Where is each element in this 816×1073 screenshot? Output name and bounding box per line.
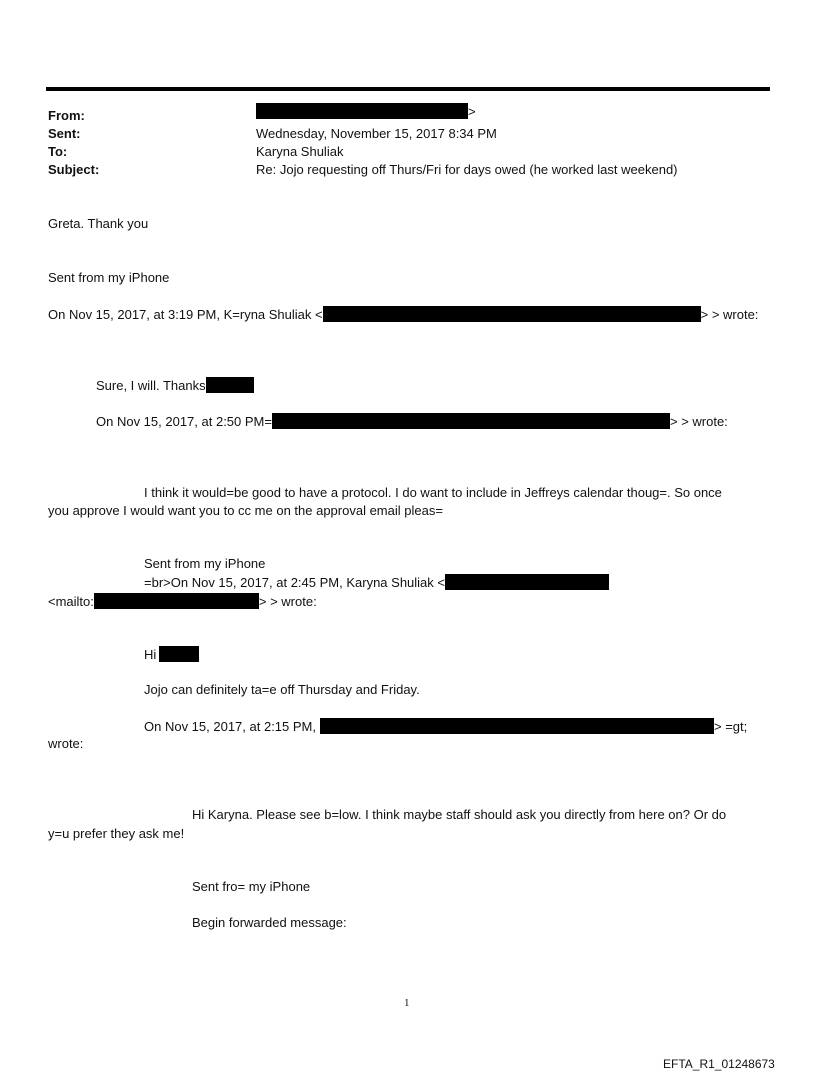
message-5-line-2: y=u prefer they ask me! xyxy=(48,826,185,841)
quote-header-4-end: > =gt; xyxy=(714,719,748,734)
redaction-block xyxy=(94,593,259,609)
from-value xyxy=(256,103,476,120)
quote-header-4-wrote: wrote: xyxy=(48,736,84,751)
redaction-block xyxy=(256,103,468,119)
jojo-line: Jojo can definitely ta=e off Thursday and Friday. xyxy=(144,682,420,697)
message-3-line-1: I think it would=be good to have a protocol. I do want to include in Jeffreys calendar thoug=. So once xyxy=(144,485,722,500)
redaction-block xyxy=(272,413,670,429)
sent-value: Wednesday, November 15, 2017 8:34 PM xyxy=(256,126,497,141)
document-id: EFTA_R1_01248673 xyxy=(663,1057,775,1071)
from-value-tail: > xyxy=(468,104,476,119)
redaction-block xyxy=(323,306,701,322)
quote-header-2-end: > > wrote: xyxy=(669,414,728,429)
sent-from-line: Sent fro= my iPhone xyxy=(192,879,311,894)
sent-from-line: Sent from my iPhone xyxy=(144,556,266,571)
mailto-label: <mailto: xyxy=(48,594,94,609)
begin-forwarded-line: Begin forwarded message: xyxy=(192,915,347,930)
quote-header-2 xyxy=(96,413,728,430)
quote-header-2-start: On Nov 15, 2017, at 2:50 PM= xyxy=(96,414,272,429)
quote-header-1-start: On Nov 15, 2017, at 3:19 PM, K=ryna Shuliak < xyxy=(48,307,323,322)
quote-header-3-start: =br>On Nov 15, 2017, at 2:45 PM, Karyna Shuliak < xyxy=(144,575,445,590)
greeting-text: Greta. Thank you xyxy=(48,216,149,231)
quote-header-1 xyxy=(48,306,758,323)
redaction-block xyxy=(159,646,199,662)
header-rule xyxy=(46,87,770,91)
redaction-block xyxy=(445,574,609,590)
quote-header-3-end: > > wrote: xyxy=(258,594,317,609)
subject-value: Re: Jojo requesting off Thurs/Fri for days owed (he worked last weekend) xyxy=(256,162,678,177)
mailto-line xyxy=(48,593,317,610)
sent-label: Sent: xyxy=(48,126,81,141)
sent-from-line: Sent from my iPhone xyxy=(48,270,170,285)
quote-header-1-end: > > wrote: xyxy=(700,307,759,322)
redaction-block xyxy=(206,377,254,393)
quote-header-4 xyxy=(144,718,747,735)
hi-line xyxy=(144,646,199,663)
reply-text-1 xyxy=(96,377,254,394)
quote-header-4-start: On Nov 15, 2017, at 2:15 PM, xyxy=(144,719,316,734)
reply-text-1-body: Sure, I will. Thanks xyxy=(96,378,206,393)
quote-header-3 xyxy=(144,574,609,591)
to-value: Karyna Shuliak xyxy=(256,144,344,159)
message-3-line-2: you approve I would want you to cc me on the approval email pleas= xyxy=(48,503,443,518)
from-label: From: xyxy=(48,108,85,123)
redaction-block xyxy=(320,718,714,734)
message-5-line-1: Hi Karyna. Please see b=low. I think maybe staff should ask you directly from here on? Or do xyxy=(192,807,727,822)
subject-label: Subject: xyxy=(48,162,100,177)
hi-text: Hi xyxy=(144,647,157,662)
page-number: 1 xyxy=(404,997,410,1009)
to-label: To: xyxy=(48,144,68,159)
